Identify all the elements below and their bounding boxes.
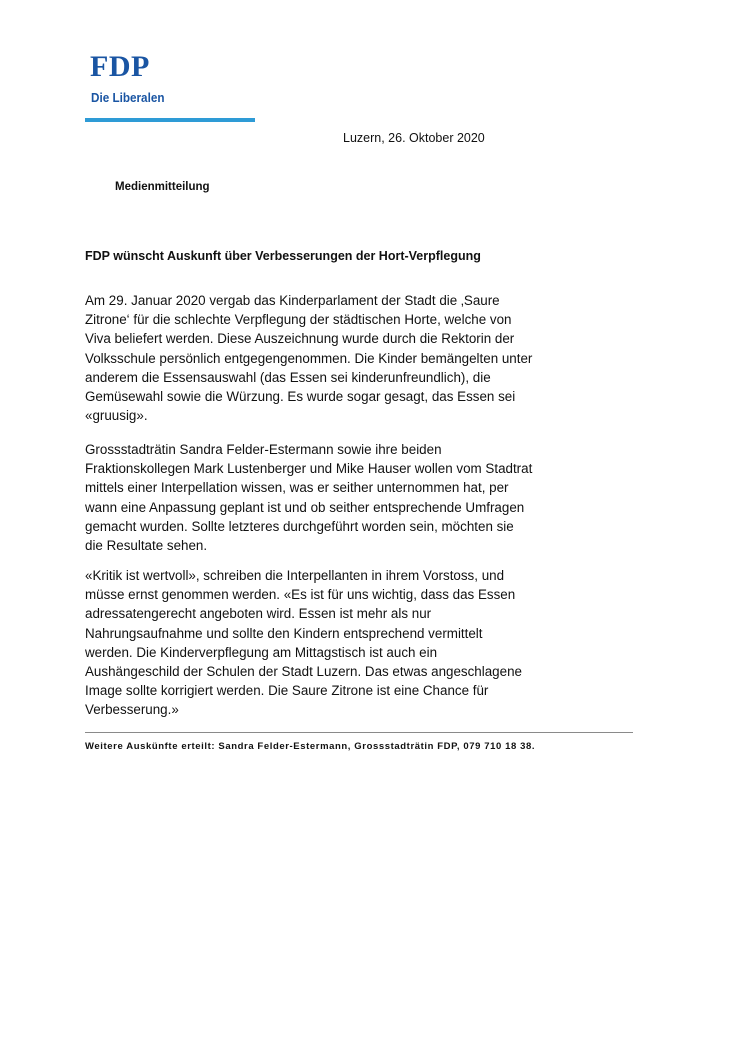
paragraph-line: die Resultate sehen. [85, 538, 208, 554]
paragraph-line: gemacht wurden. Sollte letzteres durchgeführt worden sein, möchten sie [85, 518, 514, 534]
paragraph-line: Fraktionskollegen Mark Lustenberger und Mike Hauser wollen vom Stadtrat [85, 461, 533, 477]
paragraph-line: mittels einer Interpellation wissen, was er seither unternommen hat, per [85, 480, 509, 496]
document-type: Medienmitteilung [115, 181, 210, 193]
paragraph-line: Aushängeschild der Schulen der Stadt Luzern. Das etwas angeschlagene [85, 664, 522, 680]
paragraph-line: «gruusig». [85, 408, 148, 424]
paragraph-line: «Kritik ist wertvoll», schreiben die Interpellanten in ihrem Vorstoss, und [85, 568, 505, 583]
paragraph-line: wann eine Anpassung geplant ist und ob seither entsprechende Umfragen [85, 499, 525, 515]
paragraph-line: adressatengerecht angeboten wird. Essen ist mehr als nur [85, 606, 432, 622]
place-date: Luzern, 26. Oktober 2020 [343, 131, 485, 145]
paragraph-line: werden. Die Kinderverpflegung am Mittagstisch ist auch ein [85, 644, 438, 660]
footer-divider [85, 732, 633, 733]
paragraph-line: Gemüsewahl sowie die Würzung. Es wurde sogar gesagt, das Essen sei [85, 389, 516, 405]
paragraph-line: müsse ernst genommen werden. «Es ist für uns wichtig, dass das Essen [85, 587, 516, 603]
paragraph-line: Zitrone‘ für die schlechte Verpflegung der städtischen Horte, welche von [85, 312, 512, 328]
paragraph-line: Grossstadträtin Sandra Felder-Estermann sowie ihre beiden [85, 442, 442, 457]
paragraph-line: Image sollte korrigiert werden. Die Saure Zitrone ist eine Chance für [85, 683, 489, 699]
paragraph-line: Am 29. Januar 2020 vergab das Kinderparlament der Stadt die ‚Saure [85, 293, 500, 308]
paragraph-line: anderem die Essensauswahl (das Essen sei kinderunfreundlich), die [85, 369, 491, 385]
body-paragraph-3 [85, 566, 555, 720]
contact-info: Weitere Auskünfte erteilt: Sandra Felder-Estermann, Grossstadträtin FDP, 079 710 18 38. [85, 741, 536, 752]
paragraph-line: Volksschule persönlich entgegengenommen. Die Kinder bemängelten unter [85, 350, 533, 366]
paragraph-line: Nahrungsaufnahme und sollte den Kindern entsprechend vermittelt [85, 625, 483, 641]
headline: FDP wünscht Auskunft über Verbesserungen der Hort-Verpflegung [85, 249, 481, 263]
paragraph-line: Verbesserung.» [85, 702, 179, 718]
paragraph-line: Viva beliefert werden. Diese Auszeichnung wurde durch die Rektorin der [85, 331, 515, 347]
logo-tagline: Die Liberalen [91, 90, 165, 105]
logo-wordmark: FDP [90, 50, 150, 83]
logo-accent-bar [85, 118, 255, 122]
body-paragraph-2 [85, 440, 555, 555]
body-paragraph-1 [85, 291, 555, 425]
